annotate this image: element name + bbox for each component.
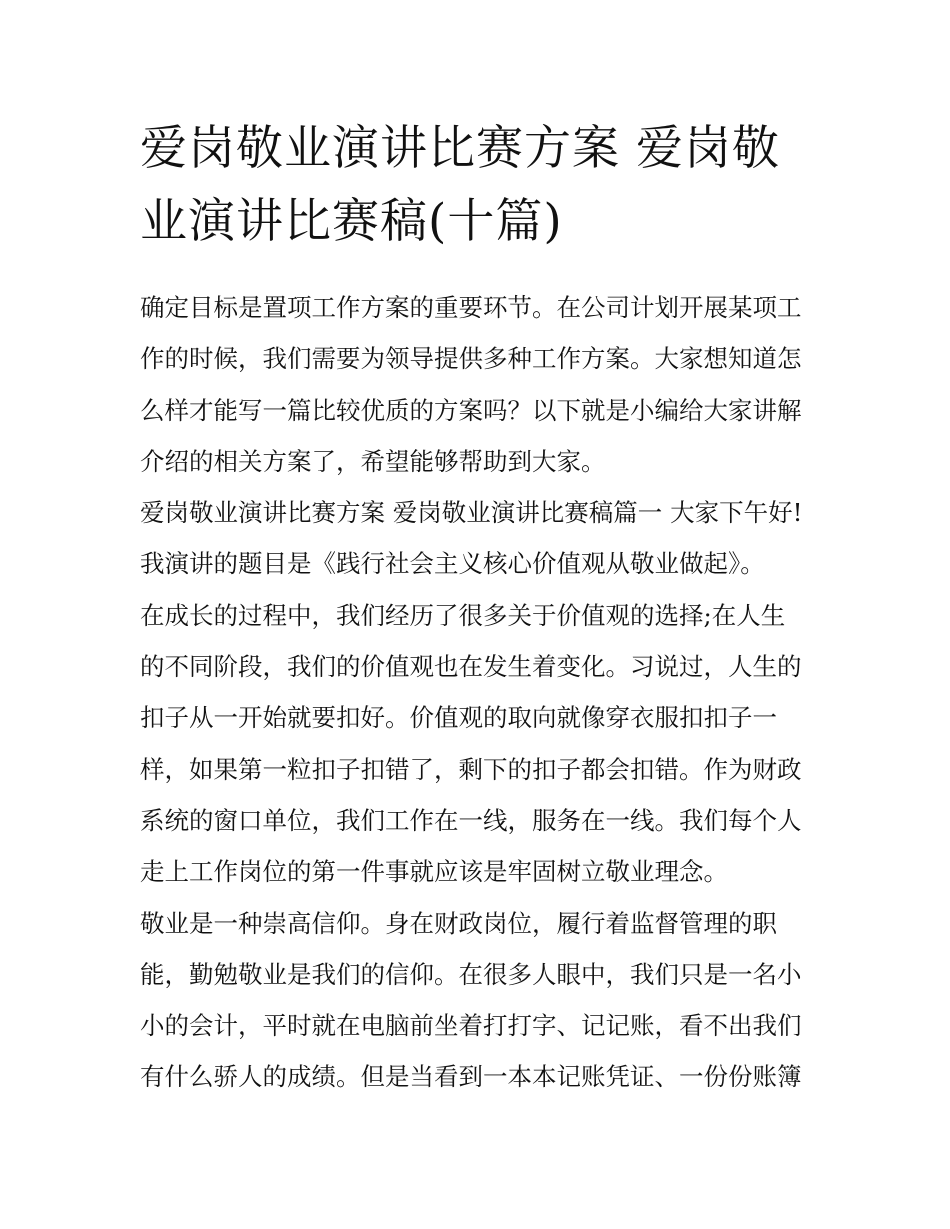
text-line: 扣子从一开始就要扣好。价值观的取向就像穿衣服扣扣子一: [140, 703, 777, 733]
text-line: 的不同阶段，我们的价值观也在发生着变化。习说过，人生的: [140, 652, 802, 682]
document-page: [140, 112, 820, 1103]
title-line-1: 爱岗敬业演讲比赛方案 爱岗敬: [140, 121, 780, 176]
text-line: 能，勤勉敬业是我们的信仰。在很多人眼中，我们只是一名小: [140, 959, 802, 989]
text-line: 小的会计，平时就在电脑前坐着打打字、记记账，看不出我们: [140, 1011, 802, 1041]
text-line: 在成长的过程中，我们经历了很多关于价值观的选择;在人生: [140, 600, 786, 630]
text-line: 系统的窗口单位，我们工作在一线，服务在一线。我们每个人: [140, 805, 802, 835]
text-line: 介绍的相关方案了，希望能够帮助到大家。: [140, 446, 606, 476]
text-line: 敬业是一种崇高信仰。身在财政岗位，履行着监督管理的职: [140, 908, 777, 938]
text-line: 确定目标是置项工作方案的重要环节。在公司计划开展某项工: [140, 293, 802, 322]
document-title: [140, 112, 820, 258]
title-line-2: 业演讲比赛稿(十篇): [140, 194, 563, 249]
text-line: 爱岗敬业演讲比赛方案 爱岗敬业演讲比赛稿篇一 大家下午好!: [140, 498, 803, 528]
text-line: 我演讲的题目是《践行社会主义核心价值观从敬业做起》。: [140, 549, 765, 579]
text-line: 有什么骄人的成绩。但是当看到一本本记账凭证、一份份账簿: [140, 1062, 802, 1092]
text-line: 样，如果第一粒扣子扣错了，剩下的扣子都会扣错。作为财政: [140, 754, 802, 784]
text-line: 么样才能写一篇比较优质的方案吗？以下就是小编给大家讲解: [140, 395, 802, 425]
text-line: 作的时候，我们需要为领导提供多种工作方案。大家想知道怎: [140, 344, 802, 374]
document-body: [140, 282, 820, 1103]
text-line: 走上工作岗位的第一件事就应该是牢固树立敬业理念。: [140, 857, 728, 887]
